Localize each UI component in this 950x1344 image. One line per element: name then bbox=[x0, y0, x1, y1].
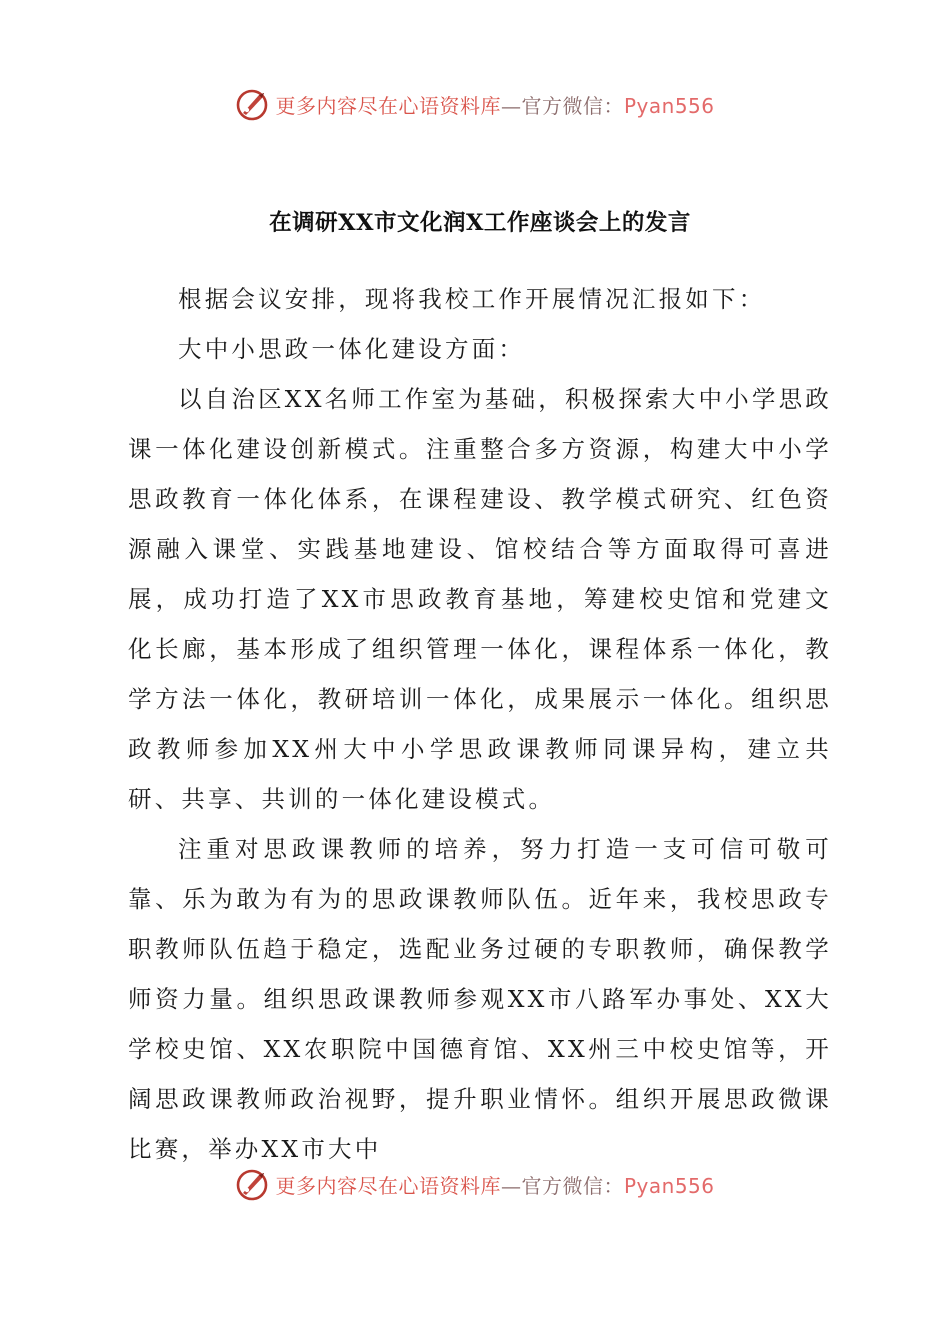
footer-banner-text bbox=[275, 1170, 714, 1199]
footer-banner bbox=[0, 1162, 950, 1206]
pen-nib-logo-icon bbox=[235, 86, 271, 122]
header-separator: —官方微信： bbox=[500, 93, 624, 118]
header-banner bbox=[0, 82, 950, 126]
header-brand: 更多内容尽在心语资料库 bbox=[275, 93, 501, 118]
footer-separator: —官方微信： bbox=[500, 1173, 624, 1198]
paragraph: 以自治区XX名师工作室为基础，积极探索大中小学思政课一体化建设创新模式。注重整合多方资源，构建大中小学思政教育一体化体系，在课程建设、教学模式研究、红色资源融入课堂、实践基地建设、馆校结合等方面取得可喜进展，成功打造了XX市思政教育基地，筹建校史馆和党建文化长廊，基本形成了组织管理一体化，课程体系一体化，教学方法一体化，教研培训一体化，成果展示一体化。组织思政教师参加XX州大中小学思政课教师同课异构，建立共研、共享、共训的一体化建设模式。 bbox=[128, 385, 832, 813]
paragraph: 大中小思政一体化建设方面： bbox=[178, 335, 526, 363]
footer-brand: 更多内容尽在心语资料库 bbox=[275, 1173, 501, 1198]
footer-wechat-id: Pyan556 bbox=[623, 1173, 715, 1198]
pen-nib-logo-icon bbox=[235, 1166, 271, 1202]
document-title: 在调研XX市文化润X工作座谈会上的发言 bbox=[269, 210, 691, 236]
header-banner-text bbox=[275, 90, 714, 119]
paragraph: 根据会议安排，现将我校工作开展情况汇报如下： bbox=[178, 285, 766, 313]
header-wechat-id: Pyan556 bbox=[623, 93, 715, 118]
document-body bbox=[128, 274, 832, 1174]
paragraph: 注重对思政课教师的培养，努力打造一支可信可敬可靠、乐为敢为有为的思政课教师队伍。近年来，我校思政专职教师队伍趋于稳定，选配业务过硬的专职教师，确保教学师资力量。组织思政课教师参观XX市八路军办事处、XX大学校史馆、XX农职院中国德育馆、XX州三中校史馆等，开阔思政课教师政治视野，提升职业情怀。组织开展思政微课比赛，举办XX市大中 bbox=[128, 835, 832, 1163]
